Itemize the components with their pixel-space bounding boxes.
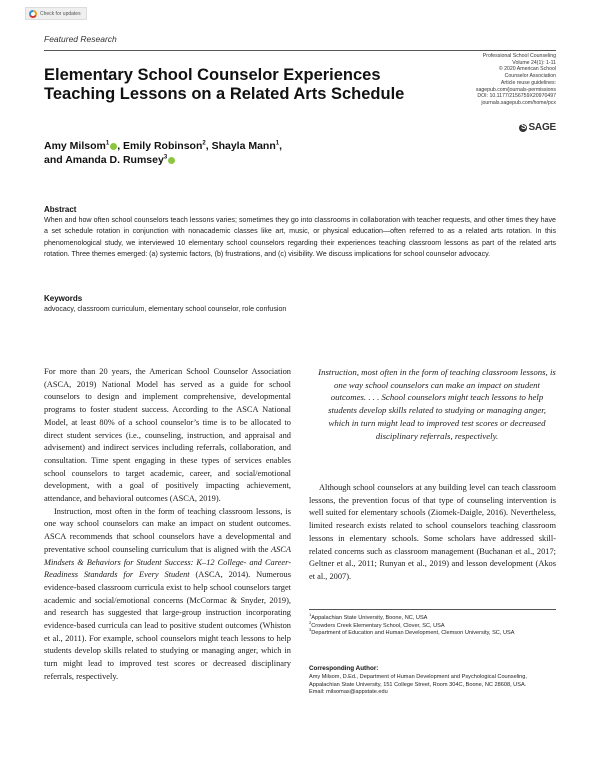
author-list	[44, 139, 344, 167]
doi-link[interactable]: DOI: 10.1177/2156759X20970497	[477, 93, 556, 100]
cited-title: ASCA Mindsets & Behaviors for Student Success: K–12 College- and Career-Readiness Standards for Every Student	[44, 544, 291, 580]
affiliation-number: 3	[309, 627, 312, 633]
article-title-line2: Teaching Lessons on a Related Arts Schedule	[44, 85, 405, 103]
copyright-line2: Counselor Association	[504, 73, 556, 80]
abstract-text: When and how often school counselors teach lessons varies; sometimes they go into classrooms in collaboration with teacher requests, and other times they have a set schedule rotation in conjunction with nonacademic classes like art, music, or physical education—often referred to as a related arts rotation. In this phenomenological study, we interviewed 10 elementary school counselors regarding their experiences teaching classroom lessons as part of the related arts rotation. Three themes emerged: (a) systemic factors, (b) frustrations, and (c) visibility. We discuss implications for school counselor advocacy.	[44, 216, 556, 258]
corresponding-author-heading: Corresponding Author:	[309, 665, 379, 672]
body-column-left	[44, 366, 291, 684]
affiliation-item	[309, 612, 556, 623]
keywords-list: advocacy, classroom curriculum, elementary school counselor, role confusion	[44, 305, 287, 313]
affiliation-marker: 1	[275, 140, 280, 147]
footnote-divider	[309, 609, 556, 610]
journal-home-link[interactable]: journals.sagepub.com/home/pcx	[481, 99, 556, 106]
sage-logo-icon	[519, 124, 527, 132]
reuse-label: Article reuse guidelines:	[500, 79, 556, 86]
author-separator: ,	[279, 140, 283, 152]
orcid-icon[interactable]	[168, 157, 175, 164]
affiliation-text: Department of Education and Human Development, Clemson University, SC, USA	[311, 630, 515, 637]
body-paragraph: For more than 20 years, the American School Counselor Association (ASCA, 2019) National Model has served as a guide for school counselors to design and implement comprehensive, developmental programs to foster student success. According to the ASCA National Model, at least 80% of a school counselor’s time is to be allocated to direct student services (i.e., counseling, instruction, and appraisal and advisement) and indirect services including referrals, collaboration, and consultation. Time spent engaging in these types of services enables school counselors to target academic, career, and social/emotional development, with a goal of positively impacting achievement, attendance, and behavioral outcomes (ASCA, 2019).	[44, 367, 291, 504]
affiliation-number: 2	[309, 619, 312, 625]
permissions-link[interactable]: sagepub.com/journals-permissions	[475, 86, 556, 93]
corresponding-author-email-line	[309, 689, 556, 697]
body-text-segment: (ASCA, 2014). Numerous evidence-based classroom curricula exist to help school counselors target academic and social/emotional concerns (McCormac & Snyder, 2019), and research has suggested that large-group instruction incorporating evidence-based curricula can lead to positive student outcomes (Whiston et al., 2011). For example, school counselors might teach lessons to help students develop skills related to studying or managing anger, which in turn might lead to improved test scores or decreased disciplinary referrals, respectively.	[44, 570, 291, 681]
corresponding-author-details	[309, 674, 556, 697]
affiliation-text: Crowders Creek Elementary School, Clover, SC, USA	[311, 622, 445, 629]
author-name[interactable]: Amy Milsom	[44, 140, 106, 152]
journal-volume: Volume 24(1): 1-11	[512, 59, 556, 66]
author-separator: ,	[117, 140, 124, 152]
check-for-updates-label: Check for updates	[40, 10, 81, 17]
author-name[interactable]: Amanda D. Rumsey	[65, 154, 164, 166]
article-title	[44, 66, 424, 104]
affiliation-marker: 1	[105, 140, 110, 147]
header-divider	[44, 50, 556, 51]
corresponding-author-address: Amy Milsom, D.Ed., Department of Human Development and Psychological Counseling, Appalachian State University, 151 College Street, Room 304C, Boone, NC 28608, USA.	[309, 674, 527, 688]
journal-name: Professional School Counseling	[482, 53, 556, 59]
abstract-heading: Abstract	[44, 205, 77, 214]
check-for-updates-button[interactable]	[25, 7, 87, 20]
journal-metadata	[426, 53, 556, 107]
affiliation-marker: 2	[202, 140, 206, 147]
author-name[interactable]: Emily Robinson	[123, 140, 203, 152]
affiliation-marker: 3	[163, 154, 168, 161]
email-link[interactable]: milsomas@appstate.edu	[326, 689, 388, 696]
sage-logo-text: SAGE	[528, 122, 556, 133]
pull-quote: Instruction, most often in the form of teaching classroom lessons, is one way school counselors can make an impact on student outcomes. . . . School counselors might teach lessons to help students develop skills related to studying or managing anger, which in turn might lead to improved test scores or decreased disciplinary referrals, respectively.	[318, 367, 556, 441]
affiliations-list	[309, 612, 556, 638]
affiliation-item	[309, 627, 556, 638]
article-title-line1: Elementary School Counselor Experiences	[44, 66, 381, 84]
body-text-segment: Instruction, most often in the form of teaching classroom lessons, is one way school counselors can make an impact on student outcomes. ASCA recommends that school counselors have a developmental and preventative school counseling curriculum that is aligned with the	[44, 506, 291, 554]
keywords-heading: Keywords	[44, 294, 83, 303]
crossmark-icon	[29, 10, 37, 18]
body-paragraph: Although school counselors at any building level can teach classroom lessons, the prevention focus of that type of counseling intervention is well suited for elementary schools (Ziomek-Daigle, 2016). Nevertheless, limited research exists related to school counselors teaching classroom lessons in elementary schools. Some scholars have addressed skill-related concerns such as classroom management (Buchanan et al., 2017; Geltner et al., 2011; Runyan et al., 2019) and lesson development (Akos et al., 2007).	[309, 483, 556, 581]
section-label: Featured Research	[44, 34, 117, 44]
author-conjunction: and	[44, 154, 66, 166]
sage-logo	[519, 122, 556, 133]
author-separator: ,	[205, 140, 212, 152]
author-name[interactable]: Shayla Mann	[211, 140, 276, 152]
copyright-line1: © 2020 American School	[498, 66, 556, 73]
body-paragraph	[44, 506, 291, 684]
affiliation-text: Appalachian State University, Boone, NC, USA	[311, 615, 428, 621]
affiliation-number: 1	[309, 612, 312, 618]
email-label: Email:	[309, 689, 327, 696]
